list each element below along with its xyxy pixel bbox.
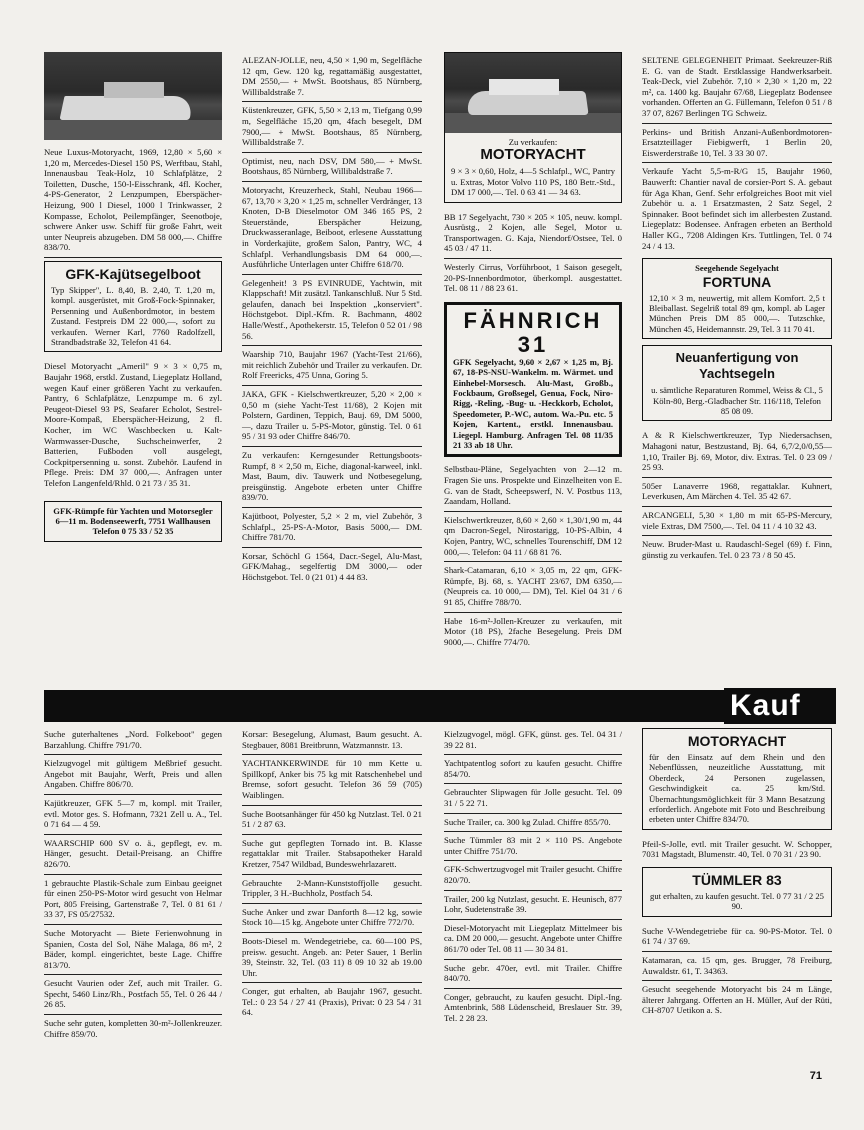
- ad-text: u. sämtliche Reparaturen Rommel, Weiss & Cl., 5 Köln-80, Berg.-Gladbacher Str. 116/118, Telefon 85 08 09.: [651, 385, 823, 416]
- classified-ad: Perkins- und British Anzani-Außenbordmotoren-Ersatzteillager Fiebigwerft, 1 Berlin 20, Eiswerderstraße 10, Tel. 3 33 30 07.: [642, 124, 832, 164]
- classified-ad: 505er Lanaverre 1968, regattaklar. Kuhnert, Leverkusen, Am Märchen 4. Tel. 35 42 67.: [642, 478, 832, 507]
- classified-ad: 1 gebrauchte Plastik-Schale zum Einbau geeignet für einen 250-PS-Motor wird gesucht von Helmar Port, 805 Freising, Gartenstraße 7, Tel. 0 81 61 / 33 37, FS 05/27532.: [44, 875, 222, 925]
- classified-ad: Gelegenheit! 3 PS EVINRUDE, Yachtwin, mit Klappschaft! Mit zusätzl. Tankanschluß. Nur 5 Std. gelaufen, danach bei Inspektion „konserviert". Höchstgebot. Dipl.-Kfm. R. Bachmann, 4802 Halle/Westf., Apothekerstr. 15, Telefon 0 52 01 / 98 56.: [242, 275, 422, 347]
- classified-ad: WAARSCHIP 600 SV o. ä., gepflegt, ev. m. Hänger, gesucht. Detail-Preisang. an Chiffre 826/70.: [44, 835, 222, 875]
- classified-ad: Kajütboot, Polyester, 5,2 × 2 m, viel Zubehör, 3 Schlafpl., 25-PS-A-Motor, Basis 5000,— DM. Chiffre 781/70.: [242, 508, 422, 548]
- classified-ad: Katamaran, ca. 15 qm, ges. Brugger, 78 Freiburg, Auwaldstr. 61, T. 34363.: [642, 952, 832, 981]
- boxed-ad: [44, 261, 222, 352]
- boxed-ad-segel: [642, 345, 832, 421]
- classified-ad: Küstenkreuzer, GFK, 5,50 × 2,13 m, Tiefgang 0,99 m, Segelfläche 15,20 qm, 4fach besegelt, DM 7900,— + MwSt. Bootshaus, 85 Nürnberg, Willibaldstraße 7.: [242, 102, 422, 152]
- classified-ad: Conger, gebraucht, zu kaufen gesucht. Dipl.-Ing. Amtenbrink, 588 Lüdenscheid, Breslauer Str. 39, Tel. 2 28 23.: [444, 991, 622, 1023]
- classified-ad: Suche gebr. 470er, evtl. mit Trailer. Chiffre 840/70.: [444, 960, 622, 989]
- boxed-ad-motoryacht: [642, 728, 832, 830]
- classified-ad: Yachtpatentlog sofort zu kaufen gesucht. Chiffre 854/70.: [444, 755, 622, 784]
- ad-headline: FORTUNA: [702, 273, 772, 290]
- column-4: [642, 52, 832, 564]
- lower-column-1: [44, 726, 222, 1043]
- boxed-ad: [44, 501, 222, 542]
- ad-headline: FÄHNRICH 31: [463, 307, 603, 357]
- lower-column-3: [444, 726, 622, 1027]
- boxed-ad-fortuna: [642, 258, 832, 339]
- classified-ad: Suche sehr guten, kompletten 30-m²-Jollenkreuzer. Chiffre 859/70.: [44, 1018, 222, 1039]
- classified-ad: Selbstbau-Pläne, Segelyachten von 2—12 m. Fragen Sie uns. Prospekte und Einzelheiten von E. G. van de Stadt, Scheepswerf, N. V. Postbus 113, Zaandam, Holland.: [444, 461, 622, 511]
- classified-ad: Conger, gut erhalten, ab Baujahr 1967, gesucht. Tel.: 0 23 54 / 27 41 (Praxis), Privat: 0 23 54 / 31 64.: [242, 986, 422, 1018]
- classified-ad: Suche Trailer, ca. 300 kg Zulad. Chiffre 855/70.: [444, 814, 622, 833]
- classified-ad: Suche guterhaltenes „Nord. Folkeboot" gegen Barzahlung. Chiffre 791/70.: [44, 726, 222, 755]
- classified-ad: Motoryacht, Kreuzerheck, Stahl, Neubau 1966—67, 13,70 × 3,20 × 1,25 m, schneller Verdränger, 13 Knoten, D-B Dieselmotor OM 346 165 PS, 2 Steuerstände, Eberspächer Heizung, Druckwasseranlage, Beiboot, erlesene Ausstattung in Vorderkajüte, großem Salon, Pantry, WC, 4 Schlafpl. Verhandlungsbasis DM 64 000,—. Ausführliche Unterlagen unter Chiffre 618/70.: [242, 182, 422, 275]
- classified-ad: Suche gut gepflegten Tornado int. B. Klasse regattaklar mit Trailer. Stabsapotheker Harald Kretzer, 7547 Wildbad, Bundeswehrlazarett.: [242, 835, 422, 875]
- ad-headline: Neuanfertigung von Yachtsegeln: [675, 350, 799, 382]
- ad-headline: MOTORYACHT: [687, 733, 787, 749]
- column-1: [44, 52, 222, 548]
- classified-ad: Waarship 710, Baujahr 1967 (Yacht-Test 21/66), mit reichlich Zubehör und Trailer zu verkaufen. Dr. Rolf Freericks, 475 Unna, Goring 5.: [242, 346, 422, 386]
- classified-ad: GFK-Schwertzugvogel mit Trailer gesucht. Chiffre 820/70.: [444, 861, 622, 890]
- classified-ad: Boots-Diesel m. Wendegetriebe, ca. 60—100 PS, preisw. gesucht. Angeb. an: Peter Sauer, 1 Berlin 39, Steinstr. 32, Tel. (03 11) 8 09 10 32 ab 19.00 Uhr.: [242, 933, 422, 983]
- ad-text: GFK Segelyacht, 9,60 × 2,67 × 1,25 m, Bj. 67, 18-PS-NSU-Wankelm. m. Wärmet. und Einhebel-Morsesch. Alu-Mast, Großb., Fockbaum, Großsegel, Genua, Fock, Niro-Rigg, -Reling, -Bug- u. -Heckkorb, Echolot, Speedometer, P.-WC, autom. Wa.-Pu. etc. 5 Kojen, Kartent., erstkl. Innenausbau. Liegepl. Hamburg. Anfragen Tel. 08 11/35 21 33 ab 18 Uhr.: [453, 356, 613, 451]
- classified-ad: Korsar, Schöchl G 1564, Dacr.-Segel, Alu-Mast, GFK/Mahag., segelfertig DM 3000,— oder Höchstgebot. Tel. 0 (21 01) 4 44 83.: [242, 550, 422, 582]
- classified-ad: Diesel-Motoryacht mit Liegeplatz Mittelmeer bis ca. DM 20 000,— gesucht. Angebote unter Chiffre 861/70 oder Tel. 08 11 — 30 34 81.: [444, 920, 622, 960]
- ad-text: Typ Skipper", L. 8,40, B. 2,40, T. 1,20 m, kompl. ausgerüstet, mit Groß-Fock-Spinnaker, Persenning und Außenbordmotor, in bestem Zustand. Festpreis DM 22 000,—, sofort zu verkaufen. Werner Karl, 7760 Radolfzell, Strandbadstraße 32, Telefon 41 64.: [51, 284, 215, 347]
- ad-text: für den Einsatz auf dem Rhein und den Nebenflüssen, neuzeitliche Ausstattung, mit Oberdeck, 24 Personen zugelassen, Geschwindigkeit ca. 25 km/Std. Übernachtungsmöglichkeit für 3 Mann Besatzung erforderlich. Angebote mit Foto und Beschreibung erbeten unter Chiffre 834/70.: [649, 752, 825, 825]
- classified-ad: Gebrauchter Slipwagen für Jolle gesucht. Tel. 09 31 / 5 22 71.: [444, 784, 622, 813]
- ad-headline: TÜMMLER 83: [692, 872, 782, 889]
- classified-ad: Suche Bootsanhänger für 450 kg Nutzlast. Tel. 0 21 51 / 2 87 63.: [242, 806, 422, 835]
- classified-ad: Neuw. Bruder-Mast u. Raudaschl-Segel (69) f. Finn, günstig zu verkaufen. Tel. 0 23 73 / 8 50 45.: [642, 539, 832, 560]
- classified-ad: Pfeil-S-Jolle, evtl. mit Trailer gesucht. W. Schopper, 7031 Magstadt, Blumenstr. 40, Tel. 0 70 31 / 23 90.: [642, 838, 832, 860]
- classified-ad: Diesel Motoryacht „Ameril" 9 × 3 × 0,75 m, Baujahr 1968, erstkl. Zustand, Liegeplatz Holland, wegen Kauf einer größeren Yacht zu verkaufen. Pantry, 6 Schlafplätze, Lenzpumpe m. 6 zyl. Peugeot-Diesel 93 PS, Seafarer Echolot, Sestrel-Moore-Kompaß, Eberspächer-Heizung, 2 fl. Kocher, im WC Waschbecken u. Kalt-Warmwasser-Dusche, Suchscheinwerfer, 2 Batterien, Fußboden voll ausgelegt, Cockpitpersenning u. sonst. Zubehör. Laufend in Pflege. Preis: DM 37 000,—. Anfragen unter Telefon Langenfeld/Rhld. 0 21 73 / 35 31.: [44, 361, 222, 488]
- classified-ad: Neue Luxus-Motoryacht, 1969, 12,80 × 5,60 × 1,20 m, Mercedes-Diesel 150 PS, Werftbau, Stahl, Innenausbau Teak-Holz, 10 Schlafplätze, 2 Toiletten, Dusche, 150-l-Eisschrank, 4fl. Kocher, 4-PS-Generator, 2 Lenzpumpen, Eberspächer-Heizung, 900 l Diesel, 1000 l Trinkwasser, 2 Kompasse, Echolot, Peilempfänger, Seenotboje, schwere Anker usw. Schiff für große Fahrt, weit unter Neupreis abzugeben. DM 58 000,—. Chiffre 838/70.: [44, 144, 222, 258]
- classified-ad: Kielzugvogel mit gültigem Meßbrief gesucht. Angebot mit Baujahr, Werft, Preis und allen Angaben. Chiffre 806/70.: [44, 755, 222, 795]
- classified-ad: Suche Tümmler 83 mit 2 × 110 PS. Angebote unter Chiffre 751/70.: [444, 832, 622, 861]
- classified-ad: Westerly Cirrus, Vorführboot, 1 Saison gesegelt, 20-PS-Innenbordmotor, überkompl. ausgestattet. Tel. 08 11 / 88 23 61.: [444, 262, 622, 294]
- classified-ad: YACHTANKERWINDE für 10 mm Kette u. Spillkopf, Anker bis 75 kg mit Ratschenhebel und Bremse, sofort gesucht. Telefon 36 59 (705) Waiblingen.: [242, 755, 422, 805]
- classified-ad: Shark-Catamaran, 6,10 × 3,05 m, 22 qm, GFK-Rümpfe, Bj. 68, s. YACHT 23/67, DM 6350,— (Neupreis ca. 10 000,— DM), Tel. Kiel 04 31 / 6 91 85, Chiffre 788/70.: [444, 562, 622, 612]
- classified-ad: Kajütkreuzer, GFK 5—7 m, kompl. mit Trailer, evtl. Motor ges. S. Hofmann, 7321 Zell u. A., Tel. 0 71 64 — 4 59.: [44, 795, 222, 835]
- classified-ad: Gebrauchte 2-Mann-Kunststoffjolle gesucht. Trippler, 3 H.-Buchholz, Postfach 54.: [242, 875, 422, 904]
- lower-column-2: [242, 726, 422, 1022]
- lower-column-4: [642, 726, 832, 1020]
- ad-headline: GFK-Kajütsegelboot: [65, 265, 201, 282]
- classified-ad: BB 17 Segelyacht, 730 × 205 × 105, neuw. kompl. Ausrüstg., 2 Kojen, alle Segel, Motor u. Transportwagen. G. Kaja, Niendorf/Ostsee, Tel. 0 45 03 / 47 11.: [444, 209, 622, 259]
- classified-ad: Gesucht Vaurien oder Zef, auch mit Trailer. G. Specht, 5460 Linz/Rh., Postfach 55, Tel. 0 26 44 / 26 85.: [44, 975, 222, 1015]
- classified-ad: ARCANGELI, 5,30 × 1,80 m mit 65-PS-Mercury, viele Extras, DM 7500,—. Tel. 04 11 / 4 10 32 43.: [642, 507, 832, 536]
- page-number: 71: [809, 1070, 822, 1082]
- classified-ad: Optimist, neu, nach DSV, DM 580,— + MwSt. Bootshaus, 85 Nürnberg, Willibaldstraße 7.: [242, 153, 422, 182]
- classified-ad: Suche Motoryacht — Biete Ferienwohnung in Spanien, Costa del Sol, Nähe Malaga, 86 m², 2 Bäder, kompl. eingerichtet, beste Lage. Chiffre 813/70.: [44, 925, 222, 975]
- ad-text: gut erhalten, zu kaufen gesucht. Tel. 0 77 31 / 2 25 90.: [650, 891, 824, 912]
- classified-ad: Kielzugvogel, mögl. GFK, günst. ges. Tel. 04 31 / 39 22 81.: [444, 726, 622, 755]
- classified-ad: Habe 16-m²-Jollen-Kreuzer zu verkaufen, mit Motor (18 PS), 2fache Besegelung. Preis DM 9000,—. Chiffre 774/70.: [444, 615, 622, 647]
- ad-text: 9 × 3 × 0,60, Holz, 4—5 Schlafpl., WC, Pantry u. Extras, Motor Volvo 110 PS, 180 Betr.-Std., DM 17 000,—. Tel. 0 63 41 — 34 63.: [451, 166, 615, 198]
- classified-ad: Trailer, 200 kg Nutzlast, gesucht. E. Heunisch, 877 Lohr, Sudetenstraße 39.: [444, 891, 622, 920]
- classified-ad: Zu verkaufen: Kerngesunder Rettungsboots-Rumpf, 8 × 2,50 m, Eiche, diagonal-karweel, inkl. Mast, Baum, div. Tauwerk und Notbesegelung, preisgünstig. Angebote erbeten unter Chiffre 839/70.: [242, 447, 422, 508]
- ad-text: 12,10 × 3 m, neuwertig, mit allem Komfort. 2,5 t Bleiballast. Segelriß total 89 qm, kompl. ab Lager München Preis DM 85 000,—. Tutzschke, München 45, Heidemannstr. 29, Tel. 3 11 70 41.: [649, 292, 825, 334]
- classified-ad: ALEZAN-JOLLE, neu, 4,50 × 1,90 m, Segelfläche 12 qm, Gew. 120 kg, regattamäßig ausgestattet, DM 2550,— + MwSt. Bootshaus, 85 Nürnberg, Willibaldstraße 7.: [242, 52, 422, 102]
- yacht-photo: [44, 52, 222, 140]
- boxed-ad-tuemmler: [642, 867, 832, 917]
- ad-caption: Zu verkaufen:: [508, 137, 558, 147]
- motoryacht-photo: [445, 53, 621, 133]
- classified-ad: Kielschwertkreuzer, 8,60 × 2,60 × 1,30/1,90 m, 44 qm Dacron-Segel, Nirostarigg, 10-PS-Albin, 4 Kojen, Pantry, WC, schnelles Tourenschiff, DM 12 000,—. Telefon: 04 11 / 68 81 76.: [444, 512, 622, 562]
- section-label: Kauf: [724, 688, 836, 724]
- ad-headline: MOTORYACHT: [480, 146, 586, 164]
- classified-ad: Suche Anker und zwar Danforth 8—12 kg, sowie Stock 10—15 kg. Angebote unter Chiffre 772/70.: [242, 904, 422, 933]
- section-band: [44, 690, 724, 722]
- classified-ad: JAKA, GFK - Kielschwertkreuzer, 5,20 × 2,00 × 0,50 m (siehe Yacht-Test 11/68), 2 Kojen mit Polstern, Gardinen, Teppich, Bauj. 69, DM 5000,—, dazu Trailer u. 5-PS-Motor, günstig. Tel. 0 61 95 / 31 93 oder Chiffre 846/70.: [242, 386, 422, 447]
- classified-ad: Korsar: Besegelung, Alumast, Baum gesucht. A. Stegbauer, 8081 Breitbrunn, Watzmannstr. 13.: [242, 726, 422, 755]
- boxed-ad-faehnrich: [444, 302, 622, 458]
- ad-subheadline: Seegehende Segelyacht: [695, 263, 779, 274]
- classified-ad: SELTENE GELEGENHEIT Primaat. Seekreuzer-Riß E. G. van de Stadt. Erstklassige Handwerksarbeit. Teak-Deck, viel Zubehör. 7,10 × 2,30 × 1,20 m, 22 m², ca. 1400 kg. Baujahr 67/68, Liegeplatz Bodensee vorhanden. Offerten an G. Füllemann, Telefon 0 51 / 8 37 07, 8267 Berlingen TG Schweiz.: [642, 52, 832, 124]
- column-2: [242, 52, 422, 587]
- photo-ad: [444, 52, 622, 203]
- classified-ad: A & R Kielschwertkreuzer, Typ Niedersachsen, Mahagoni natur, Bestzustand, Bj. 64, 6,7/2,0/0,55—1,10, Trailer Bj. 69, Motor, div. Extras. Tel. 0 23 09 / 25 93.: [642, 427, 832, 477]
- classified-ad: Suche V-Wendegetriebe für ca. 90-PS-Motor. Tel. 0 61 74 / 37 69.: [642, 923, 832, 952]
- classified-ad: Verkaufe Yacht 5,5-m-R/G 15, Baujahr 1960, Bauwerft: Chantier naval de corsier-Port S. A. gebaut für Aga Khan, Genf. Sehr erfolgreiches Boot mit viel Zubehör u. a. 1 Ersatzmasten, 2 Satz Segel, 2 Spinnaker. Boot befindet sich im allerbesten Zustand. Liegeplatz: Bodensee. Anfragen erbeten an Berthold Haller KG., 7208 Aldingen Krs. Tuttlingen, Tel. 0 74 24 / 4 13.: [642, 166, 832, 251]
- classified-ad: Gesucht seegehende Motoryacht bis 24 m Länge, älterer Jahrgang. Offerten an H. Müller, Auf der Rüti, CH-8707 Uetikon a. S.: [642, 984, 832, 1016]
- column-3: [444, 52, 622, 651]
- ad-text: GFK-Rümpfe für Yachten und Motorsegler 6—11 m. Bodenseewerft, 7751 Wallhausen Telefon 0 75 33 / 52 35: [53, 505, 213, 537]
